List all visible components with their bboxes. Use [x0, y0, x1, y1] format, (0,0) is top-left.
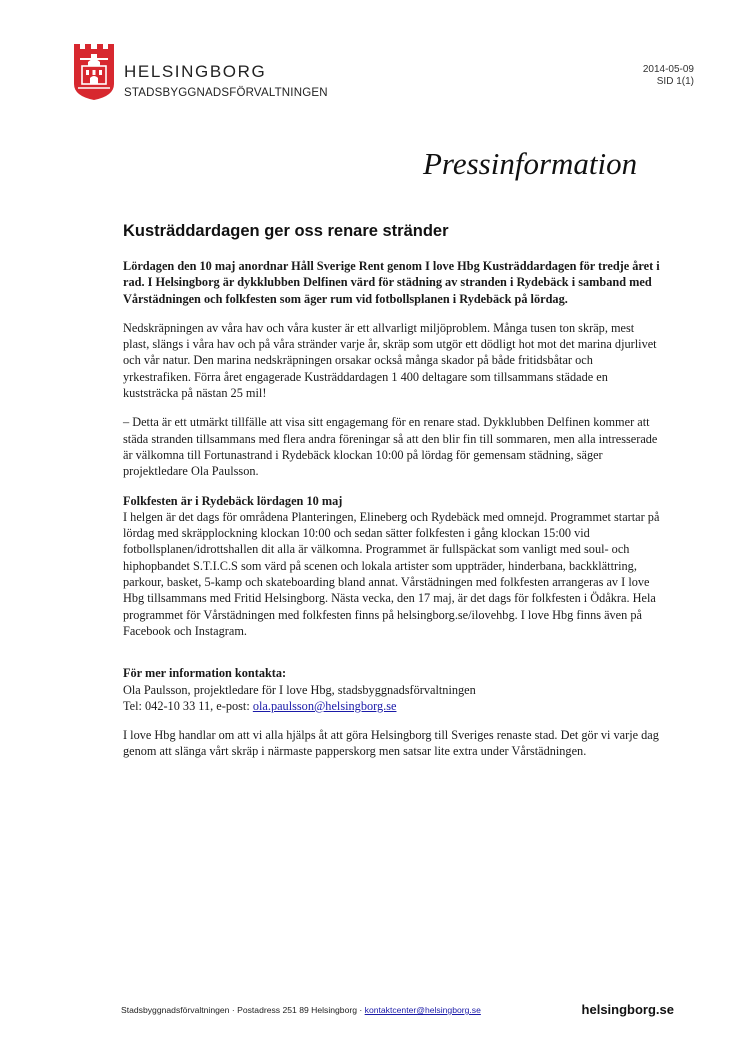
closing-paragraph: I love Hbg handlar om att vi alla hjälps åt att göra Helsingborg till Sveriges renaste stad. Det gör vi varje dag genom att slänga vårt skräp i närmaste papperskorg men satsar lite extra under Vårstädningen. [123, 728, 659, 759]
contact-tel: Tel: 042-10 33 11, e-post: [123, 698, 253, 713]
footer-email-link[interactable]: kontaktcenter@helsingborg.se [364, 1005, 481, 1015]
footer-address-text: Stadsbyggnadsförvaltningen · Postadress 251 89 Helsingborg · [121, 1005, 365, 1015]
org-name: HELSINGBORG [124, 62, 267, 81]
document-date: 2014-05-09 [642, 64, 694, 75]
footer-address [121, 1005, 481, 1015]
contact-heading: För mer information kontakta: [123, 666, 287, 681]
press-release-body [123, 220, 663, 773]
paragraph-quote: – Detta är ett utmärkt tillfälle att visa sitt engagemang för en renare stad. Dykklubben Delfinen kommer att städa stranden tillsammans med flera andra föreningar så att den blir fin till sommaren, men alla intresserade är välkomna till Fortunastrand i Rydebäck klockan 10:00 på lördag för gemensam städning, säger projektledare Ola Paulsson. [123, 415, 658, 479]
department-name: STADSBYGGNADSFÖRVALTNINGEN [124, 87, 328, 99]
paragraph-program: I helgen är det dags för områdena Planteringen, Elineberg och Rydebäck med omnejd. Programmet startar på lördag med skräpplockning klockan 10:00 och sedan sätter folkfesten i gång klockan 15:00 vid fotbollsplanen/idrottshallen dit alla är välkomna. Programmet är fullspäckat som vanligt med soul- och hiphopbandet S.T.I.C.S som värd på scenen och lokala artister som uppträder, hinderbana, backklättring, parkour, basket, 5-kamp och skateboarding bland annat. Vårstädningen med folkfesten arrangeras av I love Hbg tillsammans med Fritid Helsingborg. Nästa vecka, den 17 maj, är det dags för folkfesten i Ödåkra. Hela programmet för Vårstädningen med folkfesten finns på helsingborg.se/ilovehbg. I love Hbg finns även på Facebook och Instagram. [123, 509, 660, 638]
document-meta [643, 64, 694, 88]
footer-website[interactable]: helsingborg.se [581, 1002, 674, 1017]
subheading: Folkfesten är i Rydebäck lördagen 10 maj [123, 493, 343, 508]
page-number: SID 1(1) [656, 76, 694, 87]
section-folkfesten [123, 493, 663, 640]
contact-email-link[interactable]: ola.paulsson@helsingborg.se [252, 698, 397, 713]
contact-name: Ola Paulsson, projektledare för I love Hbg, stadsbyggnadsförvaltningen [123, 682, 476, 697]
paragraph-pollution: Nedskräpningen av våra hav och våra kuster är ett allvarligt miljöproblem. Många tusen ton skräp, mest plast, slängs i våra hav och på våra stränder varje år, skräp som utgör ett dödligt hot mot det marina djurlivet och vår natur. Den marina nedskräpningen orsakar också många skador på både fritidsbåtar och yrkestrafiken. Förra året engagerade Kusträddardagen 1 400 deltagare som tillsammans städade en kuststräcka på nästan 25 mil! [123, 320, 657, 401]
document-type-title: Pressinformation [423, 146, 638, 181]
helsingborg-castle-logo-icon [74, 44, 114, 100]
contact-block [123, 665, 663, 714]
headline: Kusträddardagen ger oss renare stränder [123, 222, 449, 240]
lead-paragraph: Lördagen den 10 maj anordnar Håll Sverige Rent genom I love Hbg Kusträddardagen för tredje året i rad. I Helsingborg är dykklubben Delfinen värd för städning av stranden i Rydebäck i samband med Vårstädningen och folkfesten som äger rum vid fotbollsplanen i Rydebäck på lördag. [123, 259, 660, 306]
